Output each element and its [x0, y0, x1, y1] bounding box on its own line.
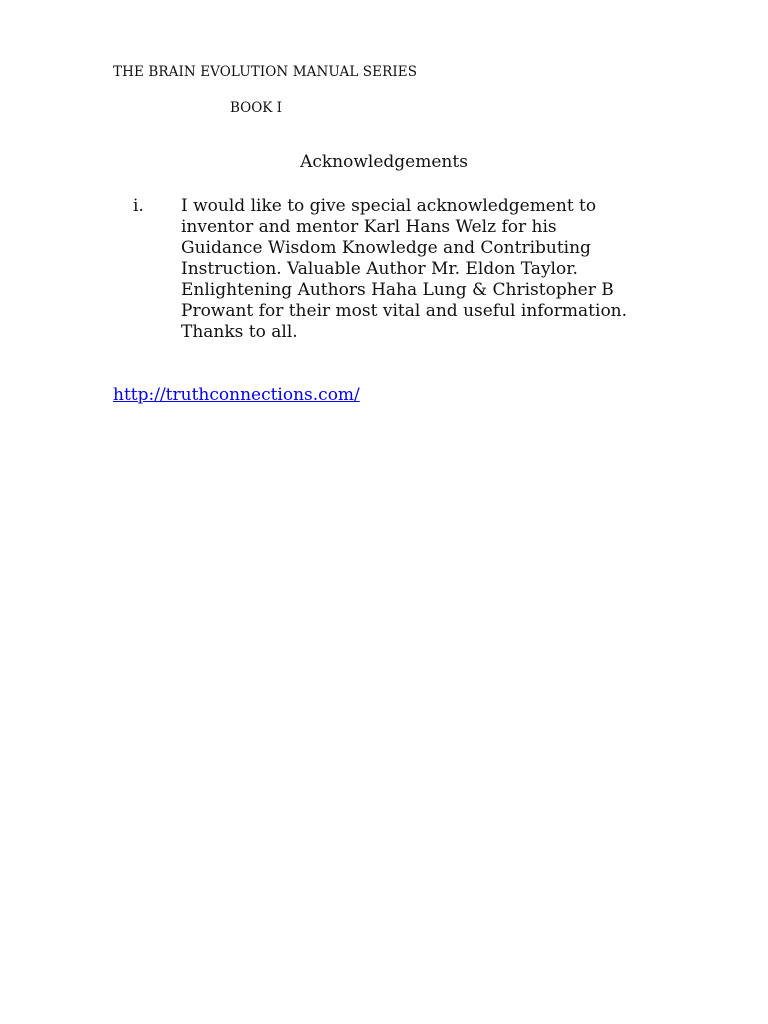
acknowledgement-paragraph	[181, 196, 651, 343]
series-title: THE BRAIN EVOLUTION MANUAL SERIES	[113, 64, 418, 80]
acknowledgement-line: Instruction. Valuable Author Mr. Eldon Taylor.	[181, 259, 578, 279]
acknowledgement-line: Guidance Wisdom Knowledge and Contributing	[181, 238, 591, 258]
list-marker: i.	[133, 196, 144, 216]
website-link[interactable]: http://truthconnections.com/	[113, 385, 360, 405]
acknowledgement-line: I would like to give special acknowledgement to	[181, 196, 597, 216]
acknowledgement-line: Thanks to all.	[181, 322, 298, 342]
acknowledgement-line: inventor and mentor Karl Hans Welz for his	[181, 217, 557, 237]
acknowledgements-heading: Acknowledgements	[300, 152, 468, 172]
book-label: BOOK I	[230, 100, 283, 116]
acknowledgement-line: Prowant for their most vital and useful information.	[181, 301, 628, 321]
acknowledgement-line: Enlightening Authors Haha Lung & Christopher B	[181, 280, 614, 300]
